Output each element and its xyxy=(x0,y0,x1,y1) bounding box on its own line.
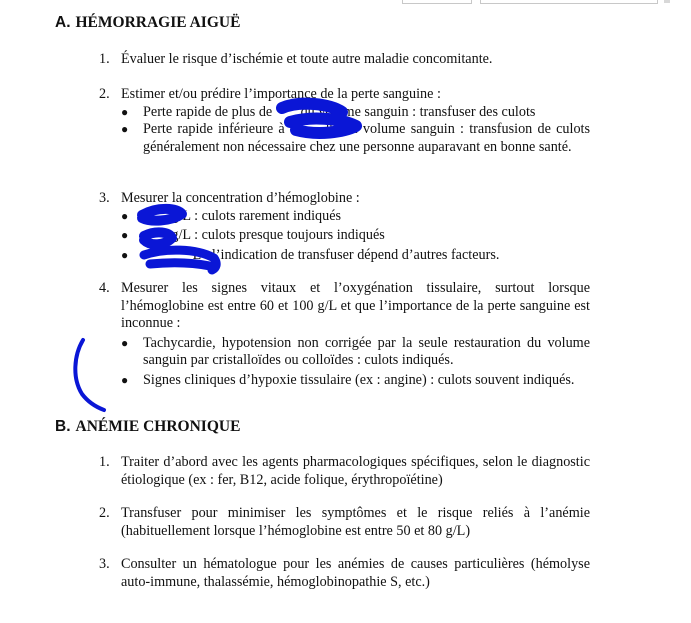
section-a-heading xyxy=(55,14,240,32)
bullet-icon: ● xyxy=(121,228,129,242)
bullet-icon: ● xyxy=(121,208,129,223)
item-number: 2. xyxy=(99,505,110,521)
bullet-text: g/L : culots presque toujours indiqués xyxy=(143,227,385,243)
list-item xyxy=(121,104,590,122)
item-number: 1. xyxy=(99,51,110,67)
list-item xyxy=(121,335,590,370)
bullet-icon: ● xyxy=(121,372,129,387)
section-a-item-4 xyxy=(99,280,590,389)
list-item xyxy=(121,208,590,226)
item-number: 3. xyxy=(99,190,110,206)
bullet-list xyxy=(121,103,594,157)
item-text: Mesurer la concentration d’hémoglobine : xyxy=(121,190,360,206)
item-text: Transfuser pour minimiser les symptômes et le risque reliés à l’anémie (habituellement lorsque l’hémoglobine est entre 50 et 80 g/L) xyxy=(121,505,590,539)
section-b-letter: B. xyxy=(55,418,71,435)
toolbar-strip xyxy=(0,0,691,5)
bullet-list xyxy=(121,208,590,265)
section-b-item-3 xyxy=(99,556,590,591)
section-a-title: HÉMORRAGIE AIGUË xyxy=(75,14,241,31)
item-text: Traiter d’abord avec les agents pharmacologiques spécifiques, selon le diagnostic étiologique (ex : fer, B12, acide folique, érythropoïétine) xyxy=(121,454,590,488)
section-b-item-1 xyxy=(99,454,590,489)
section-a-item-3 xyxy=(99,190,590,264)
section-a-item-2 xyxy=(99,86,594,156)
section-b-heading xyxy=(55,418,240,436)
bullet-list xyxy=(121,335,590,390)
bullet-text: L : l’indication de transfuser dépend d’autres facteurs. xyxy=(143,246,500,263)
item-number: 4. xyxy=(99,280,110,296)
toolbar-search-field[interactable] xyxy=(480,0,658,4)
item-text: Estimer et/ou prédire l’importance de la perte sanguine : xyxy=(121,86,441,102)
section-a-item-1 xyxy=(99,51,590,69)
bullet-text: Perte rapide de plus de du volume sanguin : transfuser des culots xyxy=(143,103,536,120)
toolbar-field[interactable] xyxy=(402,0,472,4)
bullet-icon: ● xyxy=(121,335,129,350)
bullet-icon: ● xyxy=(121,104,129,119)
section-b-title: ANÉMIE CHRONIQUE xyxy=(75,418,241,435)
bullet-icon: ● xyxy=(121,247,129,262)
section-b-item-2 xyxy=(99,505,590,540)
bullet-text: Signes cliniques d’hypoxie tissulaire (ex : angine) : culots souvent indiqués. xyxy=(143,371,575,388)
toolbar-scroll-icon xyxy=(664,0,670,3)
list-item xyxy=(121,372,590,390)
item-text: Mesurer les signes vitaux et l’oxygénation tissulaire, surtout lorsque l’hémoglobine est entre 60 et 100 g/L et que l’importance de la perte sanguine est inconnue : xyxy=(121,280,590,331)
bullet-icon: ● xyxy=(121,122,129,136)
item-number: 1. xyxy=(99,454,110,470)
bullet-text: Tachycardie, hypotension non corrigée par la seule restauration du volume sanguin par cristalloïdes ou colloïdes : culots indiqués. xyxy=(143,334,590,368)
item-text: Consulter un hématologue pour les anémies de causes particulières (hémolyse auto-immune, thalassémie, hémoglobinopathie S, etc.) xyxy=(121,556,590,590)
list-item xyxy=(121,121,594,156)
bullet-text: Perte rapide inférieure à % du volume sanguin : transfusion de culots généralement non nécessaire chez une personne auparavant en bonne santé. xyxy=(143,121,594,155)
item-text: Évaluer le risque d’ischémie et toute autre maladie concomitante. xyxy=(121,51,493,67)
list-item xyxy=(121,227,590,245)
bullet-text: g/L : culots rarement indiqués xyxy=(143,207,342,224)
list-item xyxy=(121,247,590,265)
section-a-letter: A. xyxy=(55,14,71,31)
item-number: 2. xyxy=(99,86,110,102)
item-number: 3. xyxy=(99,556,110,572)
